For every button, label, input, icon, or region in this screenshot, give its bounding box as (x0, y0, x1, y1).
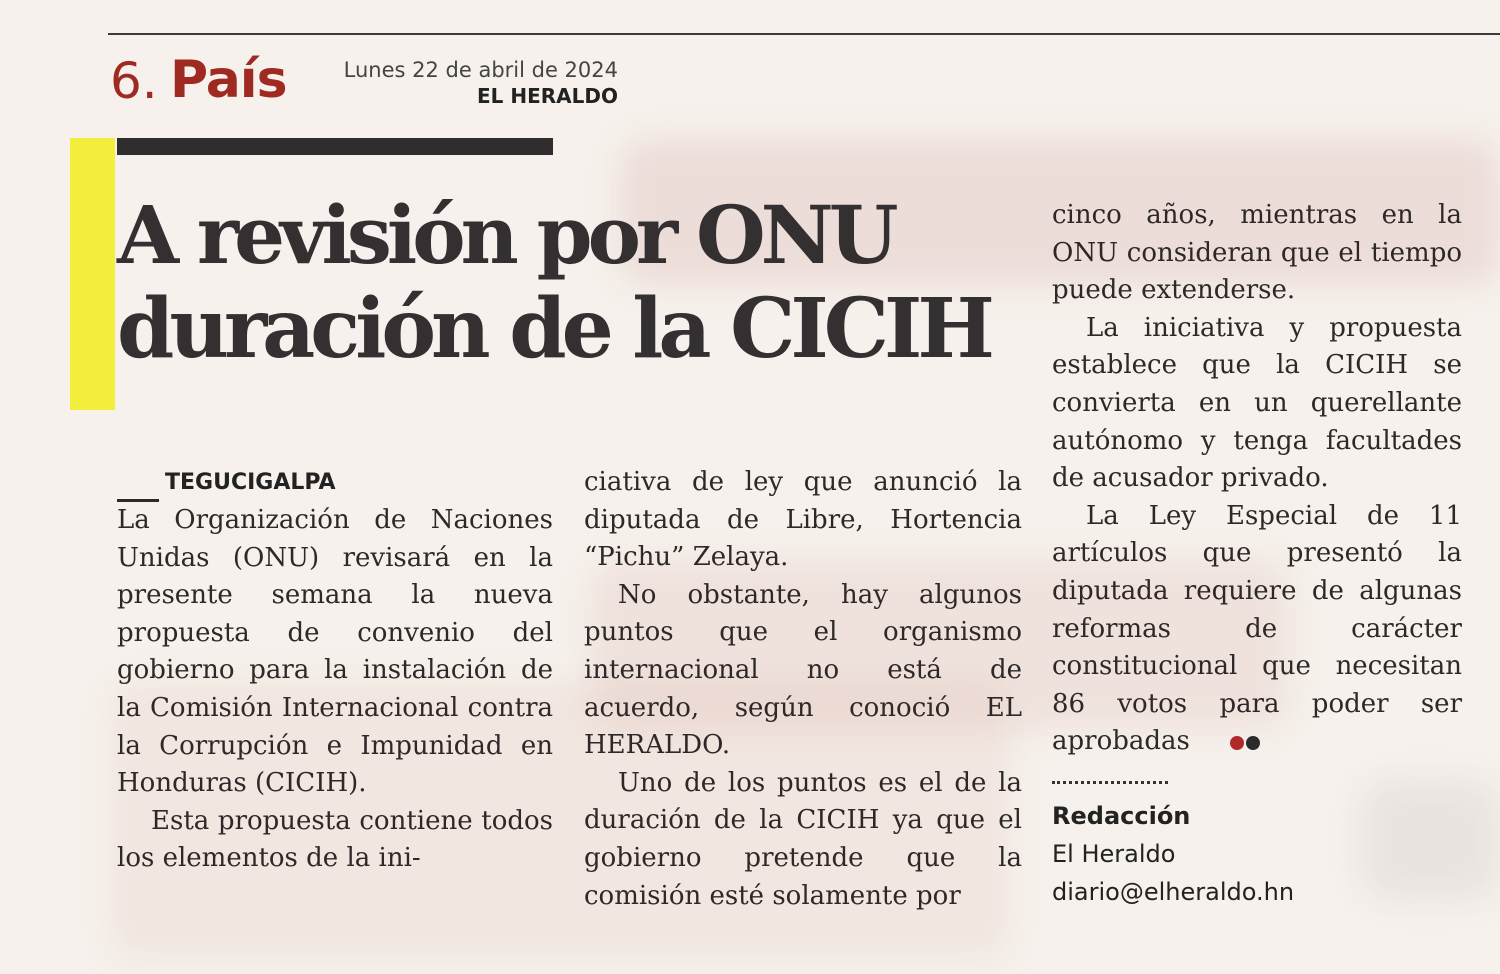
article-column-3 (1052, 197, 1462, 911)
byline-email: diario@elheraldo.hn (1052, 878, 1295, 907)
headline-bar (117, 138, 553, 155)
newspaper-name: EL HERALDO (477, 84, 618, 108)
paragraph: cinco años, mientras en la ONU consideran que el tiempo puede extenderse. (1052, 200, 1462, 306)
headline-line-1: A revisión por ONU (117, 188, 894, 282)
highlighter-mark (70, 138, 115, 410)
byline-outlet: El Heraldo (1052, 840, 1176, 869)
article-column-2 (584, 464, 1022, 915)
end-mark-icon (1194, 724, 1260, 762)
paragraph: La iniciativa y propuesta establece que la CICIH se convierta en un querellante autónomo y tenga facultades de acusador privado. (1052, 312, 1462, 494)
paragraph-text: La Ley Especial de 11 artículos que presentó la diputada requiere de algunas reformas de carácter constitucional que necesitan 86 votos para poder ser aprobadas (1052, 500, 1462, 757)
headline (117, 188, 990, 376)
paragraph: Uno de los puntos es el de la duración de la CICIH ya que el gobierno pretende que la comisión esté solamente por (584, 767, 1022, 911)
paragraph (1052, 498, 1462, 761)
top-rule (108, 33, 1500, 35)
paragraph: No obstante, hay algunos puntos que el organismo internacional no está de acuerdo, según conoció EL HERALDO. (584, 579, 1022, 761)
signature-divider (1052, 781, 1168, 798)
byline-label: Redacción (1052, 802, 1191, 831)
section-title: País (170, 50, 287, 110)
paragraph: La Organización de Naciones Unidas (ONU) revisará en la presente semana la nueva propuesta de convenio del gobierno para la instalación de la Comisión Internacional contra la Corrupción e Impunidad en Honduras (CICIH). (117, 505, 553, 799)
article-column-1 (117, 464, 553, 878)
issue-date: Lunes 22 de abril de 2024 (343, 58, 618, 82)
dateline (117, 464, 553, 502)
headline-line-2: duración de la CICIH (117, 281, 990, 377)
dateline-text: TEGUCIGALPA (165, 470, 336, 496)
page-number: 6. (110, 52, 158, 110)
paragraph: ciativa de ley que anunció la diputada de Libre, Hortencia “Pichu” Zelaya. (584, 467, 1022, 573)
paragraph: Esta propuesta contiene todos los elementos de la ini- (117, 805, 553, 874)
